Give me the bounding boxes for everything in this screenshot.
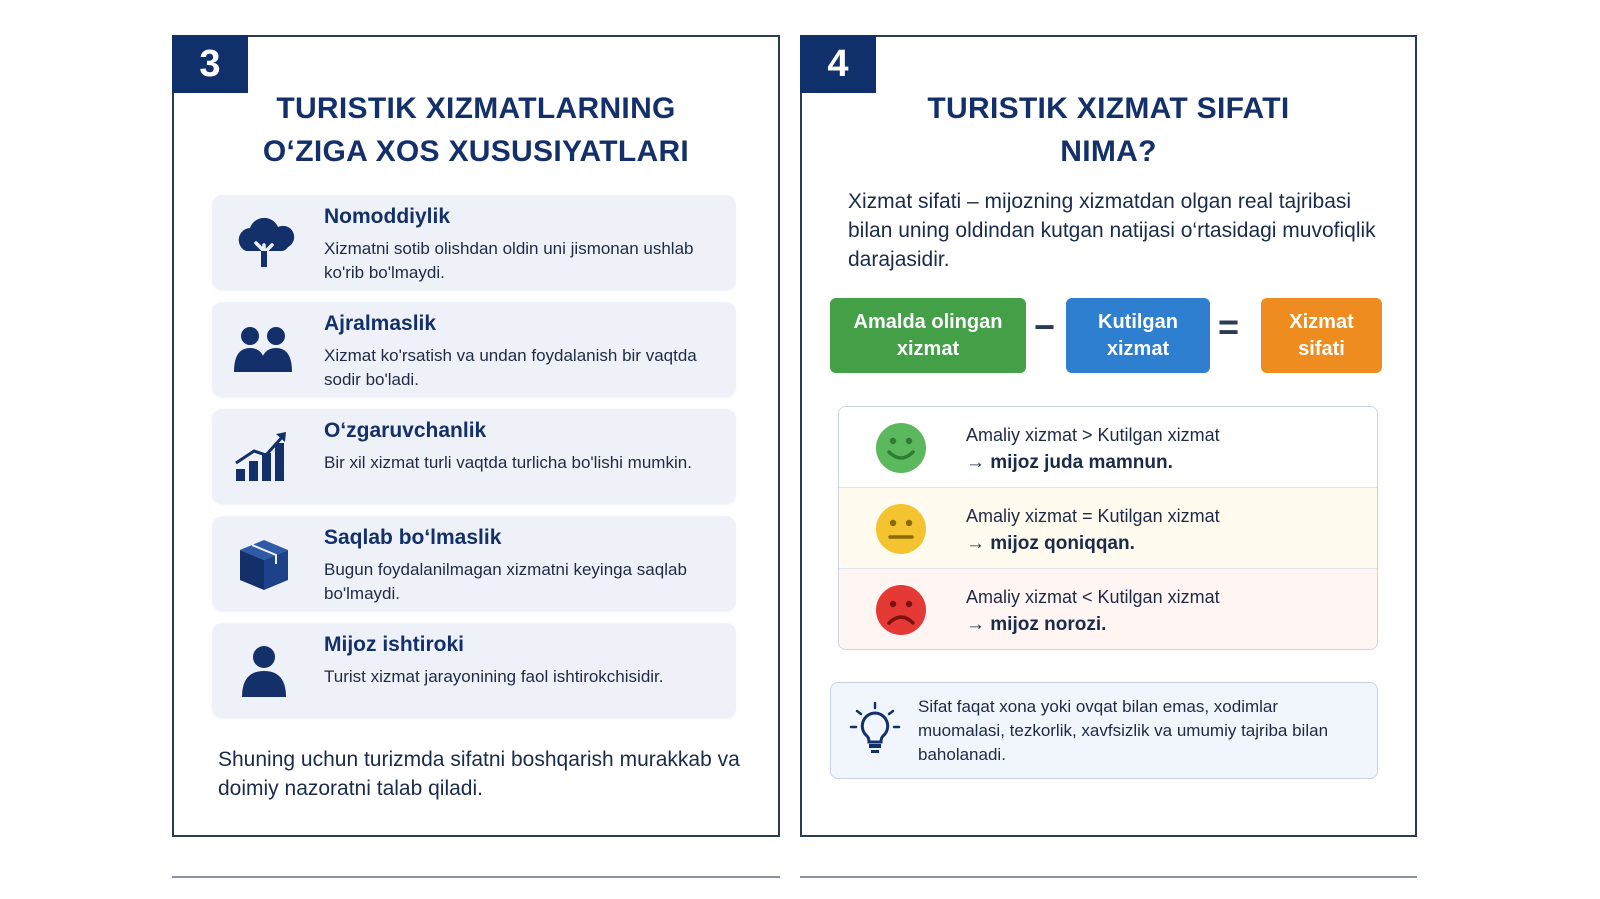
formula-box-label: Kutilgan [1098,310,1178,333]
feature-description: Xizmatni sotib olishdan oldin uni jismonan ushlab ko'rib bo'lmaydi. [324,239,694,282]
outcomes-table [838,406,1378,650]
card-title-line: NIMA? [1060,135,1157,168]
divider [172,876,780,878]
outcome-condition: Amaliy xizmat < Kutilgan xizmat [966,587,1220,607]
outcome-result: → mijoz qoniqqan. [966,533,1135,554]
happy-face-icon [869,421,933,475]
outcome-row [839,569,1377,650]
quality-formula [830,298,1390,373]
card-features [172,35,780,837]
sad-face-icon [869,583,933,637]
outcome-condition: Amaliy xizmat = Kutilgan xizmat [966,506,1220,526]
outcome-row [839,407,1377,488]
tip-box [830,682,1378,779]
feature-title: O‘zgaruvchanlik [324,419,487,442]
minus-operator: − [1034,306,1056,347]
feature-title: Saqlab bo‘lmaslik [324,526,502,549]
formula-box-label: Xizmat [1289,310,1354,333]
card-title [174,87,778,173]
formula-box-label: xizmat [896,337,960,360]
feature-item [212,302,736,397]
card-title-line: TURISTIK XIZMAT SIFATI [927,92,1290,125]
feature-title: Mijoz ishtiroki [324,633,465,656]
feature-item [212,195,736,290]
card-number-badge: 4 [800,35,876,93]
conclusion-text: Shuning uchun turizmda sifatni boshqarish murakkab va doimiy nazoratni talab qiladi. [218,748,740,800]
outcome-result: → mijoz norozi. [966,614,1107,635]
feature-description: Bir xil xizmat turli vaqtda turlicha bo'lishi mumkin. [324,453,692,472]
feature-description: Xizmat ko'rsatish va undan foydalanish bir vaqtda sodir bo'ladi. [324,346,697,389]
feature-title: Nomoddiylik [324,205,451,228]
feature-item [212,516,736,611]
outcome-row [839,488,1377,569]
formula-box-label: Amalda olingan [853,310,1003,333]
people-icon [230,322,298,378]
features-list [212,195,736,730]
divider [800,876,1417,878]
box-icon [230,536,298,592]
formula-box-expected [1066,298,1210,373]
feature-description: Bugun foydalanilmagan xizmatni keyinga saqlab bo'lmaydi. [324,560,687,603]
feature-description: Turist xizmat jarayonining faol ishtirokchisidir. [324,667,664,686]
card-title-line: O‘ZIGA XOS XUSUSIYATLARI [262,135,690,168]
formula-box-quality [1261,298,1382,373]
outcome-result: → mijoz juda mamnun. [966,452,1173,473]
person-icon [230,643,298,699]
lightbulb-icon [845,701,905,757]
card-quality [800,35,1417,837]
tip-text: Sifat faqat xona yoki ovqat bilan emas, xodimlar muomalasi, tezkorlik, xavfsizlik va umumiy tajriba bilan baholanadi. [918,697,1329,764]
cloud-icon [230,215,298,271]
definition-text: Xizmat sifati – mijozning xizmatdan olgan real tajribasi bilan uning oldindan kutgan natijasi o‘rtasidagi muvofiqlik darajasidir. [848,190,1376,271]
formula-box-label: xizmat [1106,337,1170,360]
formula-box-label: sifati [1298,337,1345,360]
card-number-badge: 3 [172,35,248,93]
growth-chart-icon [230,429,298,485]
feature-item [212,623,736,718]
equals-operator: = [1218,306,1240,347]
feature-title: Ajralmaslik [324,312,437,335]
outcome-condition: Amaliy xizmat > Kutilgan xizmat [966,425,1220,445]
feature-item [212,409,736,504]
neutral-face-icon [869,502,933,556]
formula-box-actual [830,298,1026,373]
card-title-line: TURISTIK XIZMATLARNING [276,92,676,125]
card-title [802,87,1415,173]
